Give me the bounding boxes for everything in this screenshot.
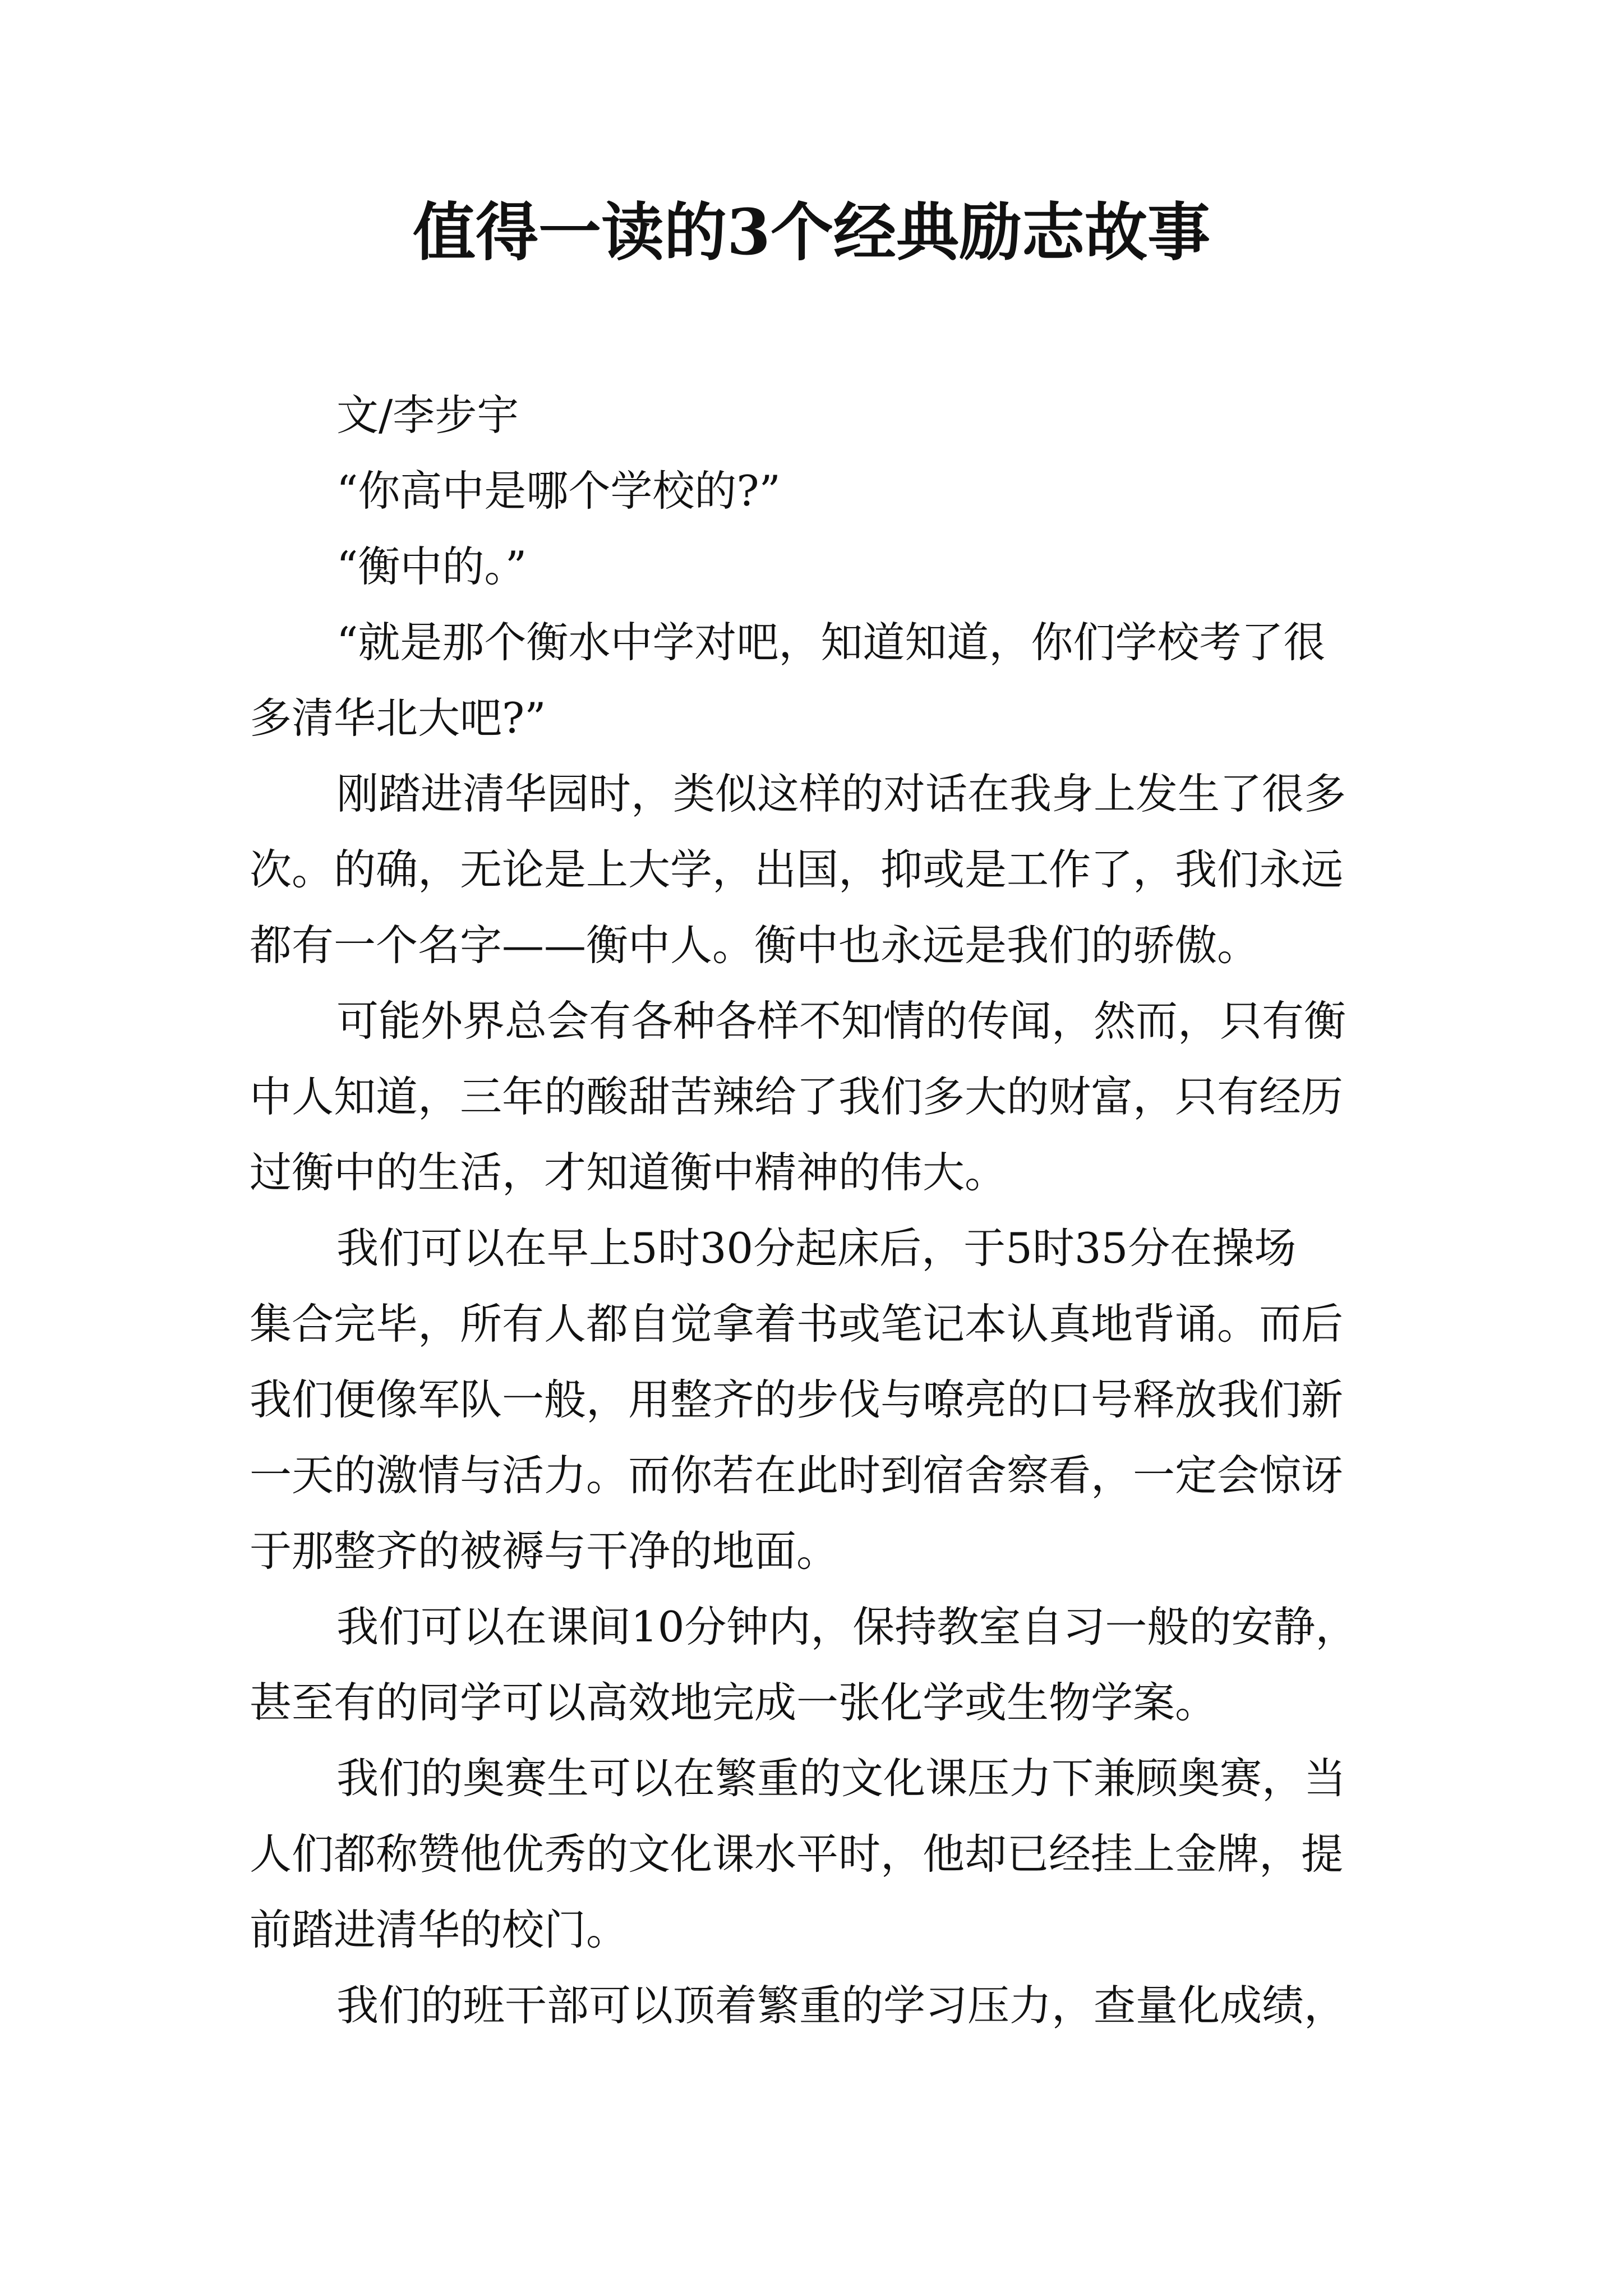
paragraph-line: 都有一个名字——衡中人。衡中也永远是我们的骄傲。: [250, 921, 1260, 970]
paragraph-line: 我们可以在课间10分钟内，保持教室自习一般的安静，: [336, 1602, 1358, 1651]
paragraph-line: 集合完毕，所有人都自觉拿着书或笔记本认真地背诵。而后: [250, 1299, 1344, 1349]
paragraph-line: 一天的激情与活力。而你若在此时到宿舍察看，一定会惊讶: [250, 1451, 1344, 1500]
paragraph-line: 过衡中的生活，才知道衡中精神的伟大。: [250, 1148, 1007, 1197]
paragraph-line: “衡中的。”: [336, 542, 527, 591]
paragraph-line: “你高中是哪个学校的?”: [336, 466, 781, 516]
paragraph-line: 可能外界总会有各种各样不知情的传闻，然而，只有衡: [336, 996, 1347, 1046]
paragraph-line: 前踏进清华的校门。: [250, 1905, 629, 1954]
document-title: 值得一读的3个经典励志故事: [413, 196, 1210, 269]
paragraph-line: 人们都称赞他优秀的文化课水平时，他却已经挂上金牌，提: [250, 1829, 1344, 1879]
paragraph-line: 我们的班干部可以顶着繁重的学习压力，查量化成绩，: [336, 1981, 1347, 2030]
paragraph-line: 于那整齐的被褥与干净的地面。: [250, 1526, 839, 1576]
paragraph-line: 我们的奥赛生可以在繁重的文化课压力下兼顾奥赛，当: [336, 1754, 1347, 1803]
paragraph-line: 次。的确，无论是上大学，出国，抑或是工作了，我们永远: [250, 845, 1344, 894]
paragraph-line: 多清华北大吧?”: [250, 693, 546, 743]
paragraph-line: 中人知道，三年的酸甜苦辣给了我们多大的财富，只有经历: [250, 1072, 1344, 1121]
author-line: 文/李步宇: [336, 390, 519, 440]
paragraph-line: 我们便像军队一般，用整齐的步伐与嘹亮的口号释放我们新: [250, 1375, 1344, 1424]
paragraph-line: 甚至有的同学可以高效地完成一张化学或生物学案。: [250, 1678, 1218, 1727]
paragraph-line: “就是那个衡水中学对吧，知道知道，你们学校考了很: [336, 618, 1326, 667]
paragraph-line: 我们可以在早上5时30分起床后，于5时35分在操场: [336, 1223, 1297, 1273]
paragraph-line: 刚踏进清华园时，类似这样的对话在我身上发生了很多: [336, 769, 1347, 818]
